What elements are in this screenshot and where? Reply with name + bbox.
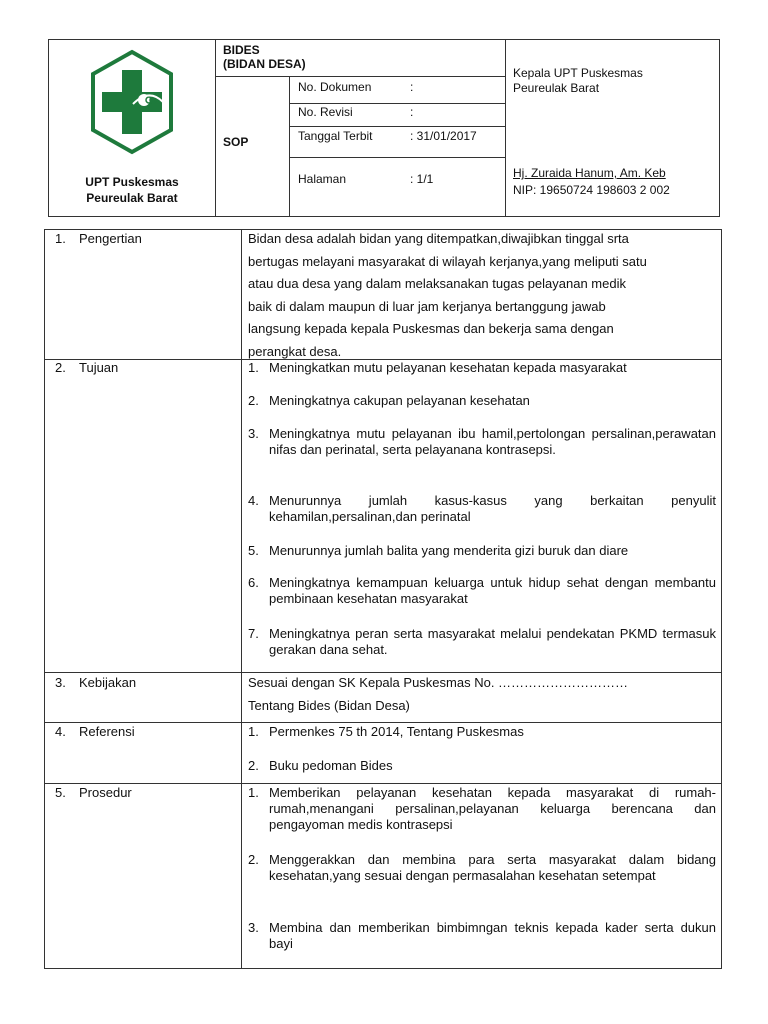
definition-text bbox=[248, 228, 716, 364]
logo-cell bbox=[49, 40, 216, 216]
sop-header-table bbox=[48, 39, 720, 217]
item-number: 1. bbox=[248, 724, 259, 739]
section-label-referensi bbox=[55, 724, 135, 739]
organization-name-line2: Peureulak Barat bbox=[86, 191, 178, 205]
head-title bbox=[513, 66, 643, 96]
row-divider bbox=[45, 783, 721, 784]
item-text: Menurunnya jumlah balita yang menderita gizi buruk dan diare bbox=[269, 543, 629, 558]
document-title-line1: BIDES bbox=[223, 43, 260, 57]
document-info-cell bbox=[215, 40, 506, 216]
head-title-line1: Kepala UPT Puskesmas bbox=[513, 66, 643, 80]
list-item bbox=[248, 626, 716, 658]
meta-label: Tanggal Terbit bbox=[298, 129, 373, 143]
section-number: 3. bbox=[55, 675, 66, 690]
section-title: Pengertian bbox=[79, 231, 142, 246]
section-title: Kebijakan bbox=[79, 675, 137, 690]
item-number: 3. bbox=[248, 426, 259, 441]
meta-label: No. Revisi bbox=[298, 105, 353, 119]
divider bbox=[290, 103, 506, 104]
item-text: Meningkatnya cakupan pelayanan kesehatan bbox=[269, 393, 530, 408]
item-number: 1. bbox=[248, 360, 259, 375]
text-line: baik di dalam maupun di luar jam kerjanya bertanggung jawab bbox=[248, 298, 606, 314]
sop-area bbox=[215, 76, 505, 217]
document-meta bbox=[289, 77, 506, 217]
item-text: Memberikan pelayanan kesehatan kepada masyarakat di rumah-rumah,menangani persalinan,pelayanan keluarga berencana dan pengayoman medis kontrasepsi bbox=[269, 785, 716, 832]
meta-value: : bbox=[410, 80, 414, 94]
item-text: Meningkatnya kemampuan keluarga untuk hidup sehat dengan membantu pembinaan kesehatan masyarakat bbox=[269, 575, 716, 606]
section-title: Tujuan bbox=[79, 360, 119, 375]
meta-value: : bbox=[410, 105, 414, 119]
section-title: Referensi bbox=[79, 724, 135, 739]
item-text: Membina dan memberikan bimbimngan teknis kepada kader serta dukun bayi bbox=[269, 920, 716, 951]
section-number: 2. bbox=[55, 360, 66, 375]
list-item bbox=[248, 758, 716, 774]
section-label-tujuan bbox=[55, 360, 118, 375]
organization-name bbox=[49, 174, 215, 206]
item-number: 3. bbox=[248, 920, 259, 935]
signatory-nip: NIP: 19650724 198603 2 002 bbox=[513, 183, 670, 197]
section-label-pengertian bbox=[55, 231, 142, 246]
head-title-line2: Peureulak Barat bbox=[513, 81, 600, 95]
puskesmas-logo-icon bbox=[89, 48, 175, 156]
row-divider bbox=[45, 722, 721, 723]
text-line: atau dua desa yang dalam melaksanakan tugas pelayanan medik bbox=[248, 276, 626, 292]
item-number: 2. bbox=[248, 393, 259, 408]
list-item bbox=[248, 785, 716, 833]
sop-label: SOP bbox=[223, 135, 249, 149]
section-label-kebijakan bbox=[55, 675, 136, 690]
text-line: Bidan desa adalah bidan yang ditempatkan,diwajibkan tinggal srta bbox=[248, 231, 629, 246]
item-number: 2. bbox=[248, 758, 259, 773]
document-title bbox=[223, 43, 306, 71]
sop-content-table bbox=[44, 229, 722, 969]
policy-text bbox=[248, 672, 716, 717]
list-item bbox=[248, 920, 716, 952]
list-item bbox=[248, 575, 716, 607]
text-line: langsung kepada kepala Puskesmas dan bekerja sama dengan bbox=[248, 321, 614, 337]
section-label-prosedur bbox=[55, 785, 132, 800]
text-line: Sesuai dengan SK Kepala Puskesmas No. ………………………… bbox=[248, 675, 629, 690]
section-title: Prosedur bbox=[79, 785, 132, 800]
list-item bbox=[248, 426, 716, 458]
item-number: 1. bbox=[248, 785, 259, 800]
approval-cell bbox=[505, 40, 719, 216]
item-number: 7. bbox=[248, 626, 259, 641]
text-line: perangkat desa. bbox=[248, 343, 342, 359]
column-divider bbox=[241, 230, 242, 968]
section-number: 5. bbox=[55, 785, 66, 800]
list-item bbox=[248, 493, 716, 525]
divider bbox=[290, 126, 506, 127]
item-number: 6. bbox=[248, 575, 259, 590]
list-item bbox=[248, 852, 716, 884]
meta-value: : 31/01/2017 bbox=[410, 129, 477, 143]
item-text: Permenkes 75 th 2014, Tentang Puskesmas bbox=[269, 724, 524, 739]
divider bbox=[290, 157, 506, 158]
item-text: Meningkatnya mutu pelayanan ibu hamil,pertolongan persalinan,perawatan nifas dan perinatal, serta pelayanana kontrasepsi. bbox=[269, 426, 716, 457]
list-item bbox=[248, 393, 716, 409]
item-text: Meningkatnya peran serta masyarakat melalui pendekatan PKMD termasuk gerakan dana sehat. bbox=[269, 626, 716, 657]
item-text: Buku pedoman Bides bbox=[269, 758, 393, 773]
item-text: Menggerakkan dan membina para serta masyarakat dalam bidang kesehatan,yang sesuai dengan permasalahan kesehatan setempat bbox=[269, 852, 716, 883]
list-item bbox=[248, 360, 716, 376]
text-line: bertugas melayani masyarakat di wilayah kerjanya,yang meliputi satu bbox=[248, 253, 647, 269]
signatory-name: Hj. Zuraida Hanum, Am. Keb bbox=[513, 166, 666, 180]
section-number: 1. bbox=[55, 231, 66, 246]
list-item bbox=[248, 543, 716, 559]
list-item bbox=[248, 724, 716, 740]
meta-value: : 1/1 bbox=[410, 172, 434, 186]
text-line: Tentang Bides (Bidan Desa) bbox=[248, 697, 410, 713]
document-title-line2: (BIDAN DESA) bbox=[223, 57, 306, 71]
item-number: 4. bbox=[248, 493, 259, 508]
item-text: Menurunnya jumlah kasus-kasus yang berkaitan penyulit kehamilan,persalinan,dan perinatal bbox=[269, 493, 716, 524]
item-number: 2. bbox=[248, 852, 259, 867]
meta-label: Halaman bbox=[298, 172, 347, 186]
organization-name-line1: UPT Puskesmas bbox=[85, 175, 179, 189]
section-number: 4. bbox=[55, 724, 66, 739]
meta-label: No. Dokumen bbox=[298, 80, 372, 94]
item-text: Meningkatkan mutu pelayanan kesehatan kepada masyarakat bbox=[269, 360, 627, 375]
item-number: 5. bbox=[248, 543, 259, 558]
